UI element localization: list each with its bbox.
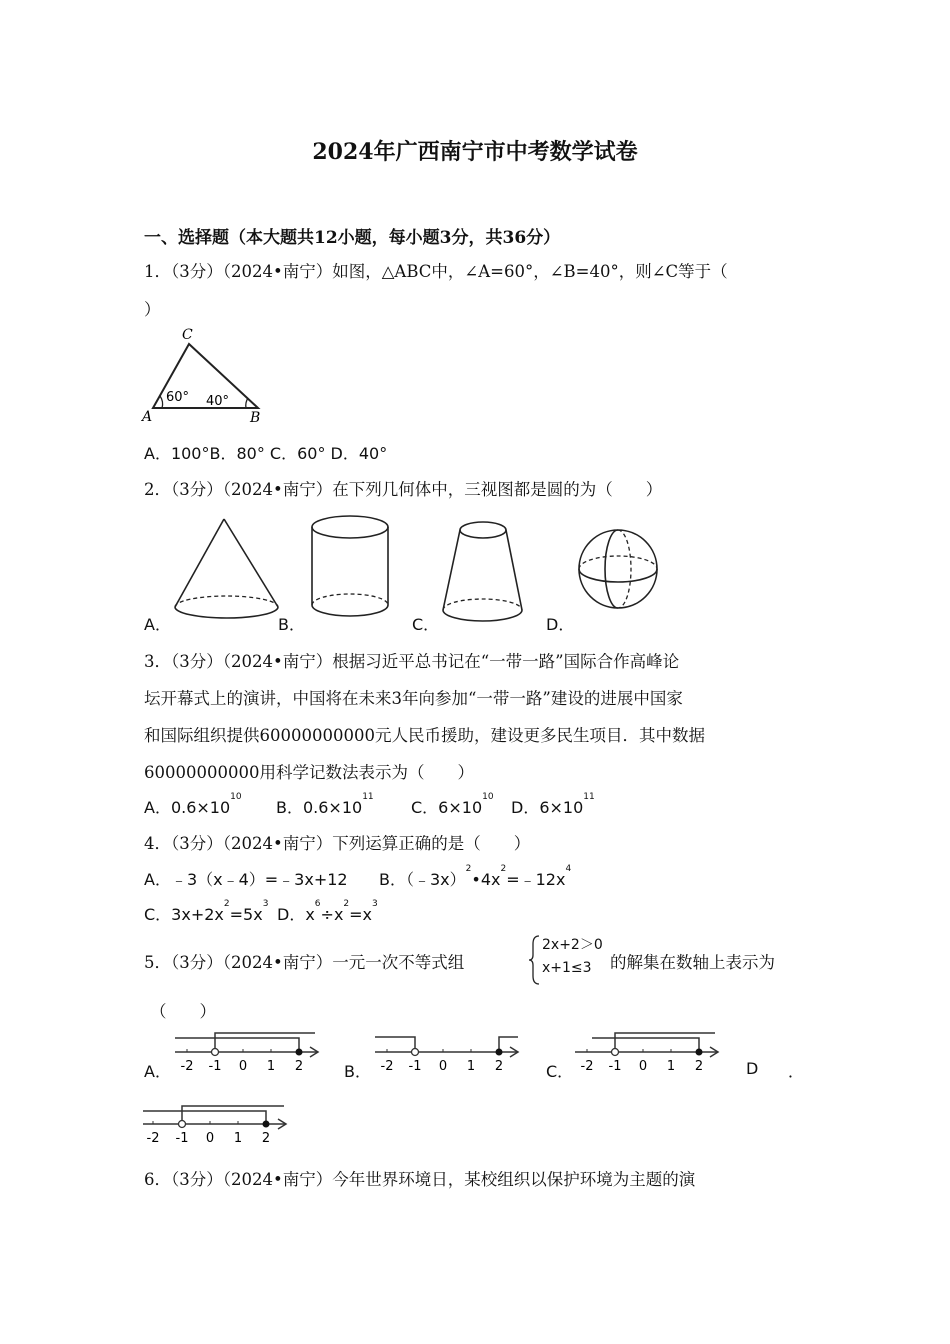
q3-option-b: B．$0.6\times 10^{11}$ xyxy=(276,792,374,817)
tick-label: 2 xyxy=(694,1059,704,1074)
tick-label: 0 xyxy=(438,1059,448,1074)
q1-options: A．100°B．80° C．60° D．40° xyxy=(144,444,388,463)
q5-text-line2: （ ） xyxy=(150,1002,216,1021)
q5-text-part1: 5．（3分）（2024•南宁）一元一次不等式组 xyxy=(144,953,465,972)
triangle-figure xyxy=(140,326,275,426)
q3-text-line1: 3．（3分）（2024•南宁）根据习近平总书记在“一带一路”国际合作高峰论 xyxy=(144,652,680,671)
tick-label: 1 xyxy=(233,1131,243,1146)
tick-label: 0 xyxy=(638,1059,648,1074)
q1-text-line1: 1．（3分）（2024•南宁）如图，△ABC中，∠A=60°，∠B=40°，则∠C等于（ xyxy=(144,262,728,281)
q3-option-a: A．$0.6\times 10^{10}$ xyxy=(144,792,242,817)
q5-label-a: A． xyxy=(144,1062,171,1081)
q4-text: 4．（3分）（2024•南宁）下列运算正确的是（ ） xyxy=(144,834,531,853)
tick-label: -2 xyxy=(146,1131,160,1146)
inequality-1: 2x+2＞0 xyxy=(542,937,603,953)
page-title: 2024年广西南宁市中考数学试卷 xyxy=(312,139,638,165)
q6-text: 6．（3分）（2024•南宁）今年世界环境日，某校组织以保护环境为主题的演 xyxy=(144,1170,696,1189)
q5-label-d: D xyxy=(746,1059,759,1078)
q3-text-line3: 和国际组织提供60000000000元人民币援助，建设更多民生项目．其中数据 xyxy=(144,726,705,745)
q4-option-b: B．$(﹣3x)^2•4x^2=﹣12x^4$ xyxy=(379,864,572,889)
q5-label-c: C． xyxy=(546,1062,574,1081)
q4-option-a: A．﹣3（x﹣4）=﹣3x+12 xyxy=(144,870,348,889)
q4-option-d: D．$x^6\div x^2=x^3$ xyxy=(277,899,378,924)
tick-label: -2 xyxy=(380,1059,394,1074)
tick-label: -1 xyxy=(175,1131,189,1146)
tick-label: 0 xyxy=(238,1059,248,1074)
sphere-figure xyxy=(578,517,668,627)
tick-label: -1 xyxy=(208,1059,222,1074)
number-line-d xyxy=(140,1100,300,1150)
q5-text-part2: 的解集在数轴上表示为 xyxy=(610,953,775,972)
q1-text-line2: ） xyxy=(144,300,161,319)
q2-label-b: B． xyxy=(278,615,305,634)
q2-label-a: A． xyxy=(144,615,171,634)
number-line-b xyxy=(372,1028,532,1078)
q3-option-d: D．$6\times 10^{11}$ xyxy=(511,792,595,817)
q3-text-line2: 坛开幕式上的演讲，中国将在未来3年向参加“一带一路”建设的进展中国家 xyxy=(144,689,683,708)
tick-label: 2 xyxy=(494,1059,504,1074)
number-line-c xyxy=(572,1028,732,1078)
tick-label: -1 xyxy=(408,1059,422,1074)
angle-a-label: 60° xyxy=(166,390,190,405)
tick-label: -1 xyxy=(608,1059,622,1074)
tick-label: 1 xyxy=(466,1059,476,1074)
inequality-2: x+1≤3 xyxy=(542,960,592,976)
q3-text-line4: 60000000000用科学记数法表示为（ ） xyxy=(144,763,474,782)
number-line-a xyxy=(172,1028,332,1078)
tick-label: -2 xyxy=(180,1059,194,1074)
cone-figure xyxy=(170,515,290,625)
frustum-figure xyxy=(438,518,538,628)
q3-option-c: C．$6\times 10^{10}$ xyxy=(411,792,494,817)
angle-b-label: 40° xyxy=(206,394,230,409)
cylinder-figure xyxy=(305,510,405,625)
inequality-brace xyxy=(528,934,542,986)
q5-label-b: B． xyxy=(344,1062,371,1081)
tick-label: 0 xyxy=(205,1131,215,1146)
vertex-label-b: B xyxy=(250,410,261,426)
q2-label-d: D． xyxy=(546,615,575,634)
tick-label: 1 xyxy=(266,1059,276,1074)
q2-label-c: C． xyxy=(412,615,440,634)
section-heading: 一、选择题（本大题共12小题，每小题3分，共36分） xyxy=(144,228,561,248)
tick-label: 1 xyxy=(666,1059,676,1074)
tick-label: 2 xyxy=(294,1059,304,1074)
q5-label-d-dot: ． xyxy=(788,1062,805,1081)
q4-option-c: C．$3x+2x^2=5x^3$ xyxy=(144,899,269,924)
q2-text: 2．（3分）（2024•南宁）在下列几何体中，三视图都是圆的为（ ） xyxy=(144,480,663,499)
vertex-label-a: A xyxy=(142,409,153,425)
tick-label: -2 xyxy=(580,1059,594,1074)
tick-label: 2 xyxy=(261,1131,271,1146)
vertex-label-c: C xyxy=(182,327,193,343)
